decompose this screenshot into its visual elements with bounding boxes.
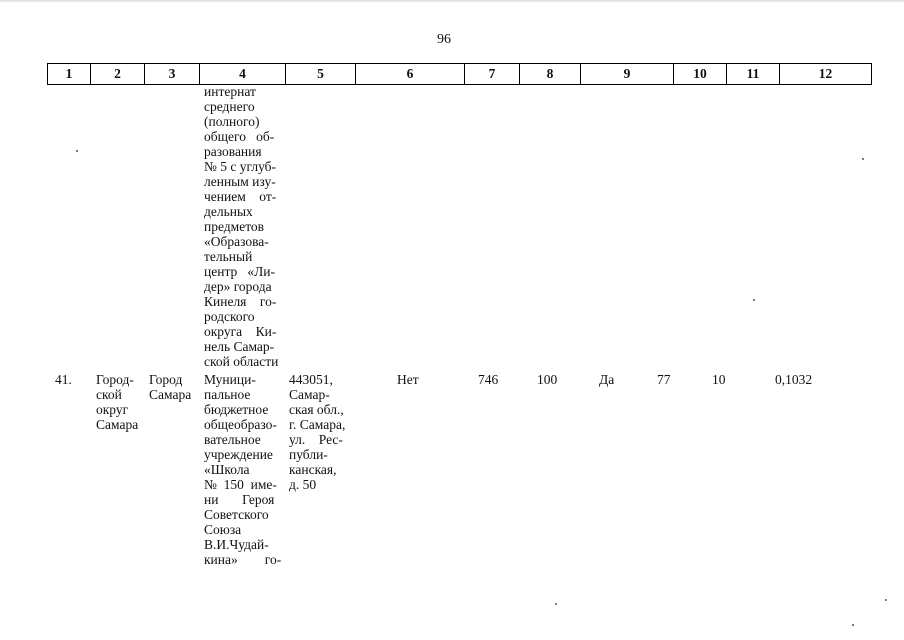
scan-speck — [555, 603, 557, 605]
column-number-header — [47, 63, 872, 85]
scan-speck — [76, 150, 78, 152]
row-col10-value: 77 — [657, 372, 671, 387]
header-col-4: 4 — [200, 64, 286, 85]
header-col-8: 8 — [520, 64, 581, 85]
header-col-12: 12 — [780, 64, 872, 85]
row-col3-settlement: Город Самара — [149, 372, 192, 402]
row-col6-value: Нет — [397, 372, 419, 387]
row-col7-value: 746 — [478, 372, 499, 387]
row-col8-value: 100 — [537, 372, 558, 387]
page-number: 96 — [437, 32, 451, 47]
row-number: 41. — [55, 372, 72, 387]
header-col-1: 1 — [48, 64, 91, 85]
header-col-9: 9 — [581, 64, 674, 85]
row-col5-address: 443051, Самар- ская обл., г. Самара, ул. Рес- публи- канская, д. 50 — [289, 372, 346, 492]
row-col12-value: 0,1032 — [775, 372, 813, 387]
row-col9-value: Да — [599, 372, 615, 387]
scan-speck — [862, 158, 864, 160]
row-col4-institution: Муници- пальное бюджетное общеобразо- вательное учреждение «Школа № 150 име- ни Героя Советского Союза В.И.Чудай- кина» го- — [204, 372, 282, 567]
scan-speck — [885, 599, 887, 601]
row-col2-municipality: Город- ской округ Самара — [96, 372, 139, 432]
header-col-5: 5 — [286, 64, 356, 85]
header-row — [48, 64, 872, 85]
scan-top-edge — [0, 0, 904, 3]
header-col-11: 11 — [727, 64, 780, 85]
row-col11-value: 10 — [712, 372, 726, 387]
header-col-3: 3 — [145, 64, 200, 85]
header-col-7: 7 — [465, 64, 520, 85]
header-col-10: 10 — [674, 64, 727, 85]
header-col-2: 2 — [91, 64, 145, 85]
header-col-6: 6 — [356, 64, 465, 85]
continuation-col4-text: интернат среднего (полного) общего об- разования № 5 с углуб- ленным изу- чением от- дельных предметов «Образова- тельный центр «Ли- дер» города Кинеля го- родского округа Ки- нель Самар- ской области — [204, 84, 279, 369]
scan-speck — [852, 624, 854, 626]
scan-speck — [753, 299, 755, 301]
